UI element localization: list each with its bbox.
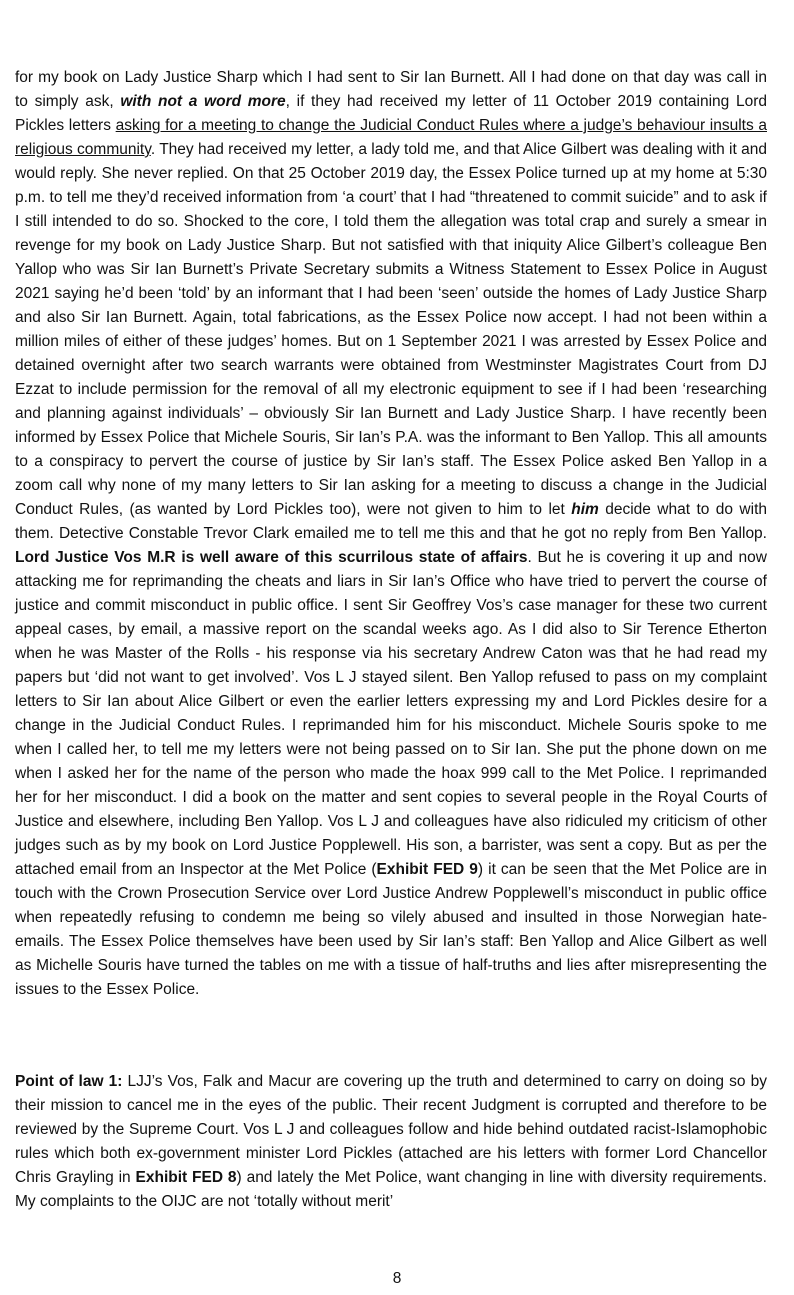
exhibit-reference: Exhibit FED 8 [135, 1169, 237, 1186]
text-run: ) it can be seen that the Met Police are in touch with the Crown Prosecution Service over Lord Justice Andrew Popplewell’s misconduct in public office when repeatedly refusing to condemn me being so vilely abused and insulted in those Norwegian hate-emails. The Essex Police themselves have been used by Sir Ian’s staff: Ben Yallop and Alice Gilbert as well as Michelle Souris have turned the tables on me with a tissue of half-truths and lies after misrepresenting the issues to the Essex Police. [15, 861, 767, 998]
text-run: , if they had received my letter of 11 October 2019 containing Lord Pickles letters [15, 93, 767, 134]
emphasis-text: him [571, 501, 599, 518]
page-number: 8 [392, 1270, 402, 1287]
text-run: for my book on Lady Justice Sharp which I had sent to Sir Ian Burnett. All I had done on that day was call in to simply ask, [15, 69, 767, 110]
underlined-text: asking for a meeting to change the Judicial Conduct Rules where a judge’s behaviour insults a religious community [15, 117, 767, 158]
text-run: ) and lately the Met Police, want changing in line with diversity requirements. My complaints to the OIJC are not ‘totally without merit’ [15, 1169, 767, 1210]
body-paragraph-2 [15, 1070, 767, 1214]
text-run: LJJ’s Vos, Falk and Macur are covering up the truth and determined to carry on doing so by their mission to cancel me in the eyes of the public. Their recent Judgment is corrupted and therefore to be reviewed by the Supreme Court. Vos L J and colleagues follow and hide behind outdated racist-Islamophobic rules which both ex-government minister Lord Pickles (attached are his letters with former Lord Chancellor Chris Grayling in [15, 1073, 767, 1186]
exhibit-reference: Exhibit FED 9 [376, 861, 478, 878]
point-of-law-heading: Point of law 1: [15, 1073, 123, 1090]
bold-text: Lord Justice Vos M.R is well aware of this scurrilous state of affairs [15, 549, 528, 566]
text-run: . But he is covering it up and now attacking me for reprimanding the cheats and liars in Sir Ian’s Office who have tried to pervert the course of justice and commit misconduct in public office. I sent Sir Geoffrey Vos’s case manager for these two current appeal cases, by email, a massive report on the scandal weeks ago. As I did also to Sir Terence Etherton when he was Master of the Rolls - his response via his secretary Andrew Caton was that he had read my papers but ‘did not want to get involved’. Vos L J stayed silent. Ben Yallop refused to pass on my complaint letters to Sir Ian about Alice Gilbert or even the earlier letters expressing my and Lord Pickles desire for a change in the Judicial Conduct Rules. I reprimanded him for his misconduct. Michele Souris spoke to me when I called her, to tell me my letters were not being passed on to Sir Ian. She put the phone down on me when I asked her for the name of the person who made the hoax 999 call to the Met Police. I reprimanded her for her misconduct. I did a book on the matter and sent copies to several people in the Royal Courts of Justice and elsewhere, including Ben Yallop. Vos L J and colleagues have also ridiculed my criticism of other judges such as by my book on Lord Justice Popplewell. His son, a barrister, was sent a copy. But as per the attached email from an Inspector at the Met Police ( [15, 549, 767, 878]
text-run: . They had received my letter, a lady told me, and that Alice Gilbert was dealing with it and would reply. She never replied. On that 25 October 2019 day, the Essex Police turned up at my home at 5:30 p.m. to tell me they’d received information from ‘a court’ that I had “threatened to commit suicide” and to ask if I still intended to do so. Shocked to the core, I told them the allegation was total crap and surely a smear in revenge for my book on Lady Justice Sharp. But not satisfied with that iniquity Alice Gilbert’s colleague Ben Yallop who was Sir Ian Burnett’s Private Secretary submits a Witness Statement to Essex Police in August 2021 saying he’d been ‘told’ by an informant that I had been ‘seen’ outside the homes of Lady Justice Sharp and also Sir Ian Burnett. Again, total fabrications, as the Essex Police now accept. I had not been within a million miles of either of these judges’ homes. But on 1 September 2021 I was arrested by Essex Police and detained overnight after two search warrants were obtained from Westminster Magistrates Court from DJ Ezzat to include permission for the removal of all my electronic equipment to see if I had been ‘researching and planning against individuals’ – obviously Sir Ian Burnett and Lady Justice Sharp. I have recently been informed by Essex Police that Michele Souris, Sir Ian’s P.A. was the informant to Ben Yallop. This all amounts to a conspiracy to pervert the course of justice by Sir Ian’s staff. The Essex Police asked Ben Yallop in a zoom call why none of my many letters to Sir Ian asking for a meeting to discuss a change in the Judicial Conduct Rules, (as wanted by Lord Pickles too), were not given to him to let [15, 141, 767, 518]
body-paragraph-1 [15, 66, 767, 1002]
text-run: decide what to do with them. Detective Constable Trevor Clark emailed me to tell me this and that he got no reply from Ben Yallop. [15, 501, 767, 542]
emphasis-text: with not a word more [120, 93, 286, 110]
